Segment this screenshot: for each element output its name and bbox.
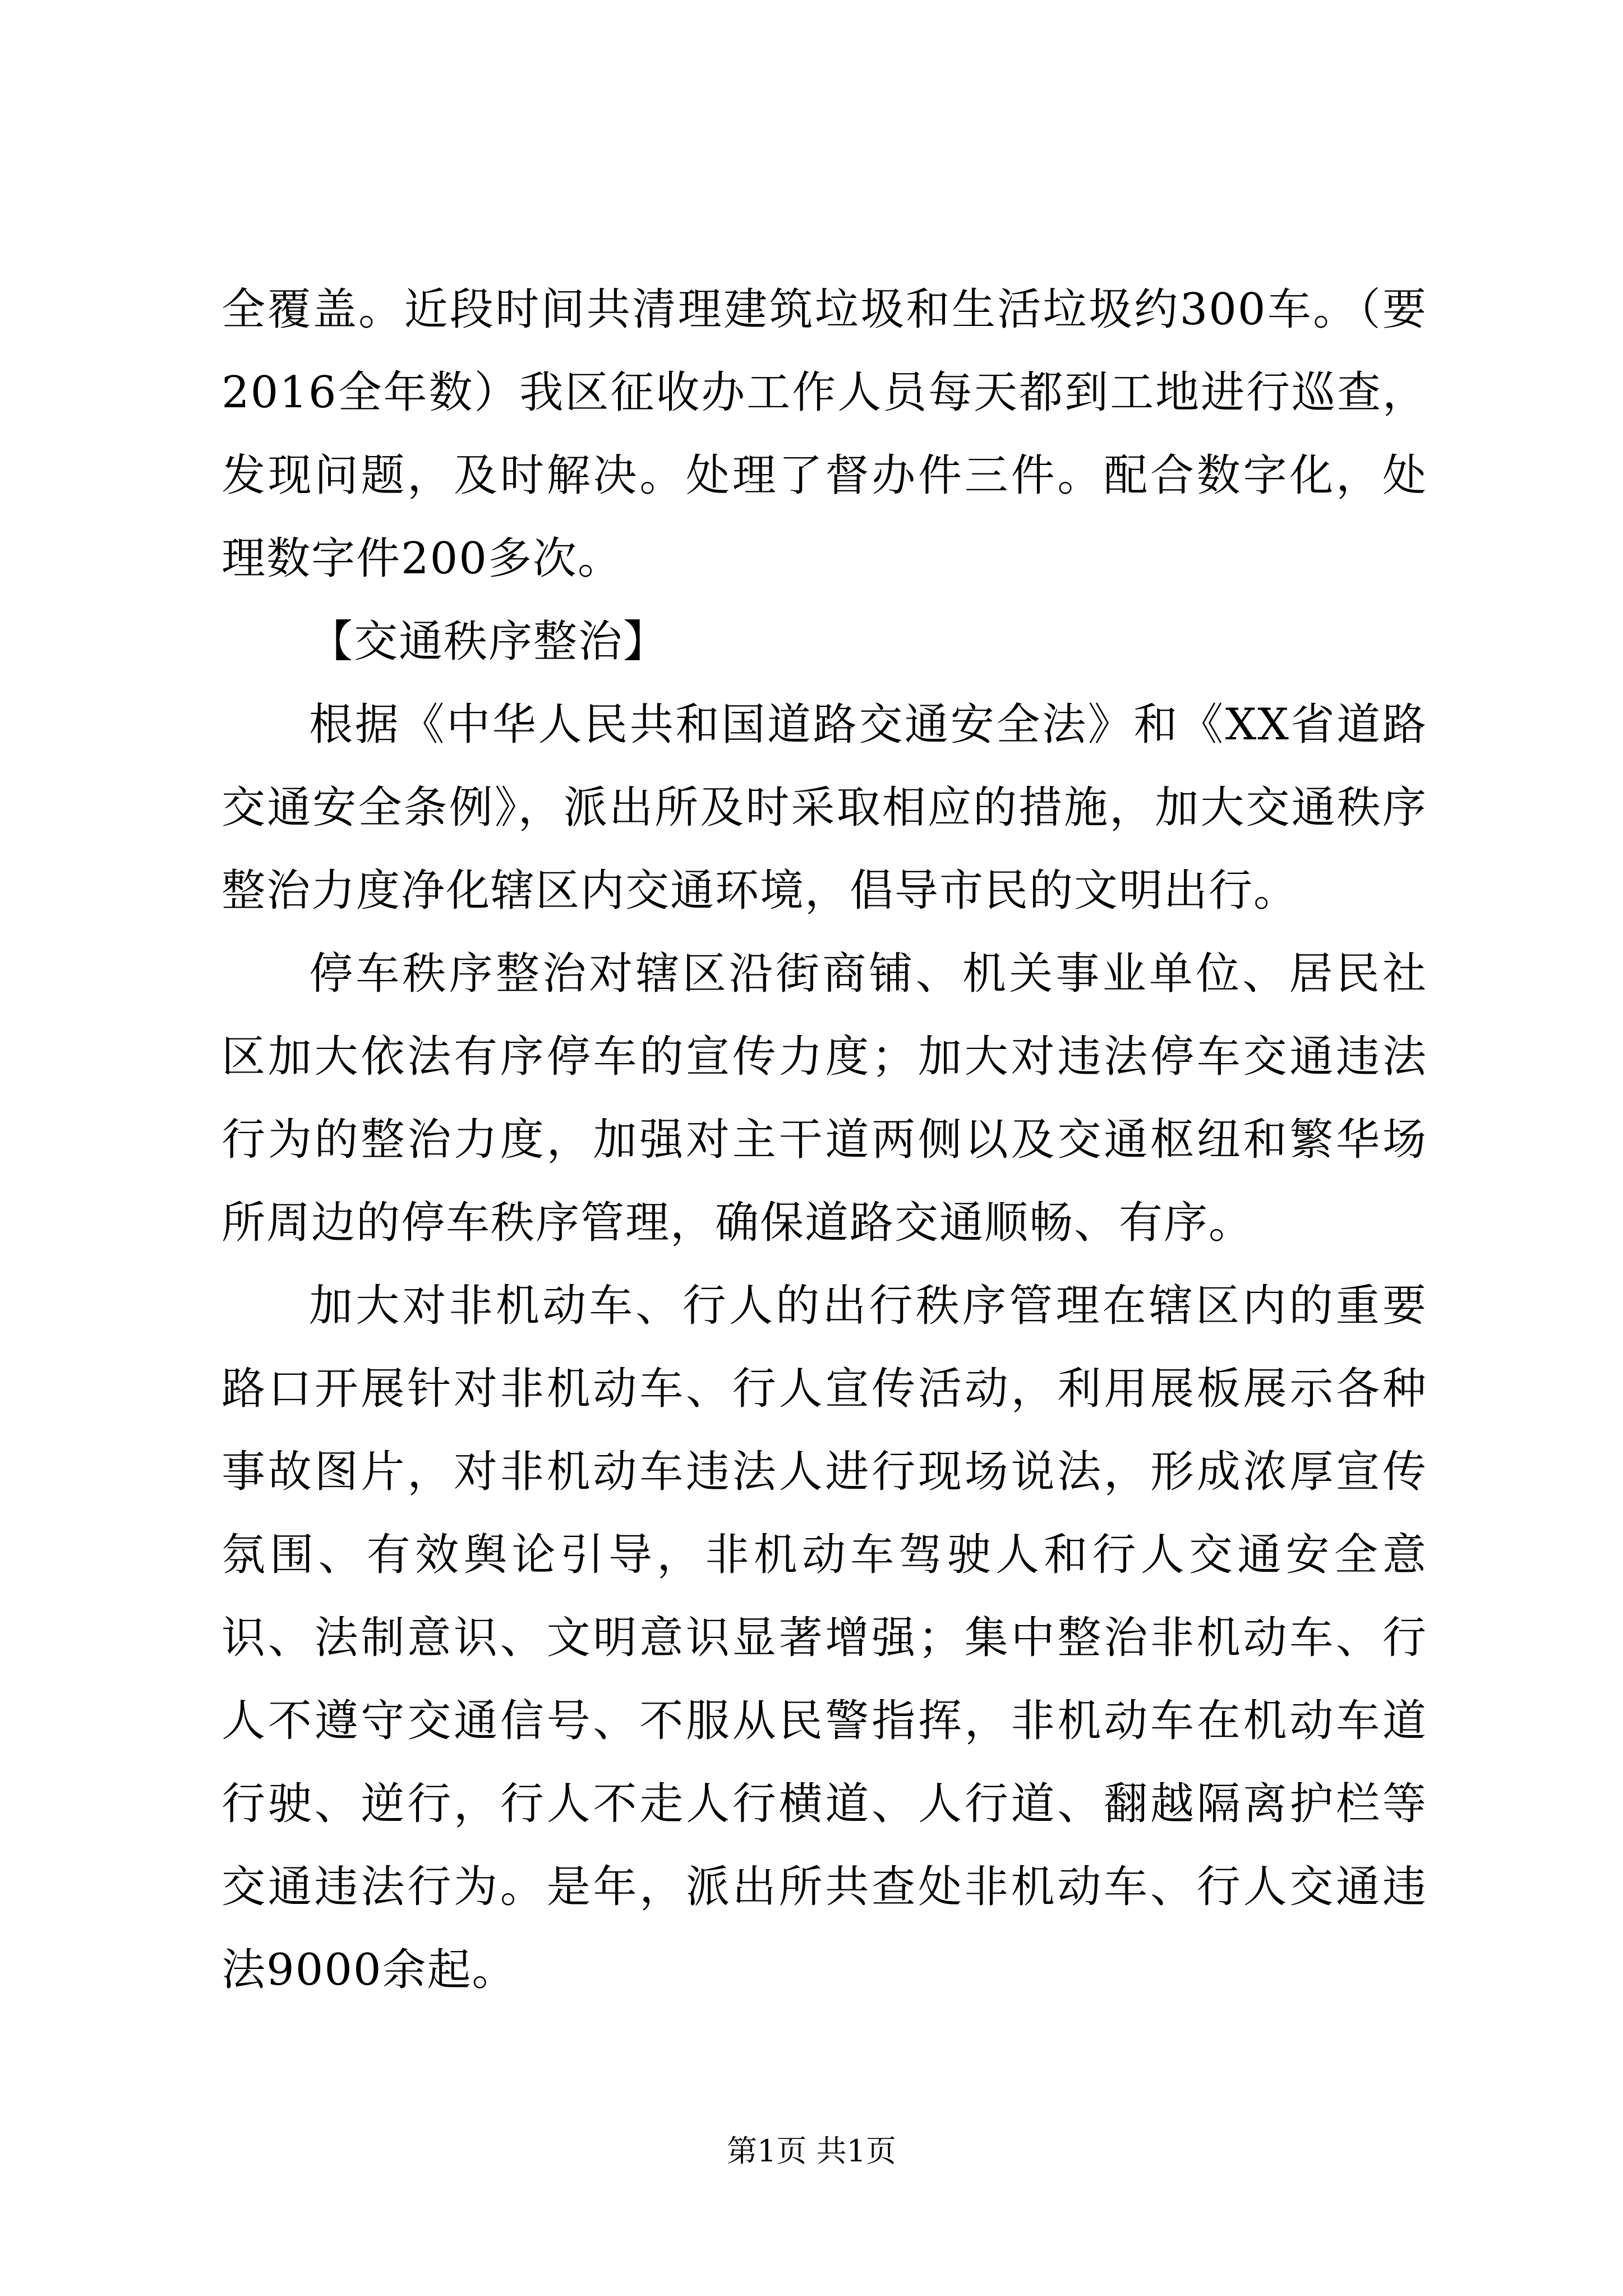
document-body xyxy=(222,268,1427,2012)
paragraph-continuation: 全覆盖。近段时间共清理建筑垃圾和生活垃圾约300车。（要2016全年数）我区征收办工作人员每天都到工地进行巡查，发现问题，及时解决。处理了督办件三件。配合数字化，处理数字件200多次。 xyxy=(222,284,1427,584)
page-footer: 第1页 共1页 xyxy=(727,2133,896,2169)
paragraph-legal-basis: 根据《中华人民共和国道路交通安全法》和《XX省道路交通安全条例》，派出所及时采取相应的措施，加大交通秩序整治力度净化辖区内交通环境，倡导市民的文明出行。 xyxy=(222,700,1427,916)
paragraph-parking-order: 停车秩序整治对辖区沿街商铺、机关事业单位、居民社区加大依法有序停车的宣传力度；加大对违法停车交通违法行为的整治力度，加强对主干道两侧以及交通枢纽和繁华场所周边的停车秩序管理，确保道路交通顺畅、有序。 xyxy=(222,949,1427,1248)
section-heading-traffic-order: 【交通秩序整治】 xyxy=(309,616,668,667)
paragraph-non-motor-vehicles: 加大对非机动车、行人的出行秩序管理在辖区内的重要路口开展针对非机动车、行人宣传活动，利用展板展示各种事故图片，对非机动车违法人进行现场说法，形成浓厚宣传氛围、有效舆论引导，非机动车驾驶人和行人交通安全意识、法制意识、文明意识显著增强；集中整治非机动车、行人不遵守交通信号、不服从民警指挥，非机动车在机动车道行驶、逆行，行人不走人行横道、人行道、翻越隔离护栏等交通违法行为。是年，派出所共查处非机动车、行人交通违法9000余起。 xyxy=(222,1281,1427,1995)
